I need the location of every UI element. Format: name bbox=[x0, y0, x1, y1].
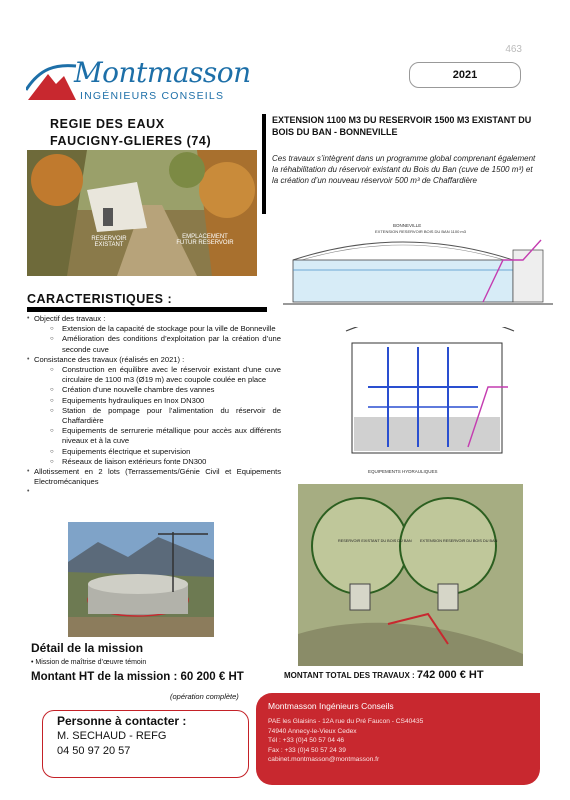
client-line-1: REGIE DES EAUX bbox=[50, 117, 165, 131]
company-name: Montmasson Ingénieurs Conseils bbox=[268, 701, 394, 711]
characteristics-underline bbox=[27, 307, 267, 312]
mission-title: Détail de la mission bbox=[31, 641, 144, 655]
list-item bbox=[27, 355, 281, 467]
client-name bbox=[50, 116, 211, 150]
construction-photo bbox=[68, 522, 214, 637]
contact-box bbox=[42, 710, 249, 778]
project-description: Ces travaux s’intègrent dans un programme global comprenant également la réhabilitation du réservoir existant du Bois du Ban (cuve de 1500 m³) et la création d’un nouveau réservoir 500 m³ de Chaffardière bbox=[272, 154, 536, 185]
mission-amount bbox=[31, 671, 244, 683]
list-item: ○ Amélioration des conditions d’exploitation par la création d’une seconde cuve bbox=[34, 334, 281, 354]
list-item: ○ Réseaux de liaison extérieurs fonte DN300 bbox=[34, 457, 281, 467]
mission-type: • Mission de maîtrise d’œuvre témoin bbox=[31, 659, 147, 666]
logo-wordmark: Montmasson bbox=[74, 56, 251, 89]
list-item: • Allotissement en 2 lots (Terrassements/Génie Civil et Equipements Electromécaniques bbox=[27, 467, 281, 487]
project-title: EXTENSION 1100 M3 DU RESERVOIR 1500 M3 EXISTANT DU BOIS DU BAN - BONNEVILLE bbox=[272, 115, 532, 137]
title-divider bbox=[262, 114, 266, 214]
logo-mountain-icon bbox=[26, 60, 78, 104]
photo-label-future: EMPLACEMENT FUTUR RESERVOIR bbox=[176, 234, 234, 246]
company-details bbox=[268, 717, 423, 765]
hydraulic-equipment-drawing bbox=[338, 327, 523, 477]
company-tel[interactable]: Tél : +33 (0)4 50 57 04 46 bbox=[268, 737, 345, 744]
list-item: ○ Extension de la capacité de stockage pour la ville de Bonneville bbox=[34, 324, 281, 334]
page-number: 463 bbox=[505, 44, 522, 55]
list-item: ○ Equipements de serrurerie métallique pour accès aux différents niveaux et à la cuve bbox=[34, 426, 281, 446]
company-address-1: PAE les Glaisins - 12A rue du Pré Faucon - CS40435 bbox=[268, 718, 424, 725]
contact-title: Personne à contacter : bbox=[57, 714, 187, 728]
photo-label-existing: RESERVOIR EXISTANT bbox=[91, 236, 127, 248]
list-item: ○ Equipements hydrauliques en Inox DN300 bbox=[34, 396, 281, 406]
list-item: ○ Construction en équilibre avec le réservoir existant d’une cuve circulaire de 1100 m3 (Ø19 m) avec coupole coulée en place bbox=[34, 365, 281, 385]
logo-tagline: INGÉNIEURS CONSEILS bbox=[80, 90, 225, 102]
site-plan-drawing bbox=[298, 484, 523, 666]
contact-name: M. SECHAUD - REFG bbox=[57, 730, 167, 742]
objective-label: Objectif des travaux : bbox=[34, 314, 106, 323]
plan-label-extension: EXTENSION RESERVOIR DU BOIS DU BAN bbox=[420, 539, 498, 543]
total-value: 742 000 € HT bbox=[416, 669, 484, 681]
drawing-title: BONNEVILLE bbox=[393, 223, 422, 228]
company-email[interactable]: cabinet.montmasson@montmasson.fr bbox=[268, 756, 380, 763]
total-label: MONTANT TOTAL DES TRAVAUX : bbox=[284, 671, 415, 680]
company-fax: Fax : +33 (0)4 50 57 24 39 bbox=[268, 746, 346, 754]
site-photo bbox=[27, 150, 257, 276]
drawing-subtitle: EXTENSION RESERVOIR BOIS DU BAN 1100 m3 bbox=[375, 229, 466, 234]
company-logo bbox=[26, 56, 251, 106]
reservoir-section-drawing bbox=[283, 220, 553, 312]
mission-note: (opération complète) bbox=[170, 692, 239, 701]
list-item: ○ Création d’une nouvelle chambre des vannes bbox=[34, 385, 281, 395]
list-item: ○ Station de pompage pour l’alimentation du réservoir de Chaffardière bbox=[34, 406, 281, 426]
list-item: ○ Equipements électrique et supervision bbox=[34, 447, 281, 457]
plan-label-existing: RESERVOIR EXISTANT DU BOIS DU BAN bbox=[338, 539, 412, 543]
characteristics-list bbox=[27, 314, 281, 498]
company-info-box bbox=[256, 693, 540, 785]
company-address-2: 74940 Annecy-le-Vieux Cedex bbox=[268, 727, 357, 735]
characteristics-title: CARACTERISTIQUES : bbox=[27, 292, 173, 306]
list-item bbox=[27, 314, 281, 355]
list-item-empty bbox=[27, 487, 281, 497]
client-line-2: FAUCIGNY-GLIERES (74) bbox=[50, 134, 212, 148]
drawing-caption: EQUIPEMENTS HYDRAULIQUES bbox=[368, 469, 438, 474]
works-label: Consistance des travaux (réalisés en 2021) : bbox=[34, 354, 185, 364]
mission-amount-label: Montant HT de la mission : bbox=[31, 671, 178, 683]
year-badge: 2021 bbox=[409, 62, 521, 88]
total-works bbox=[284, 669, 484, 681]
contact-phone[interactable]: 04 50 97 20 57 bbox=[57, 745, 131, 757]
mission-amount-value: 60 200 € HT bbox=[180, 671, 244, 683]
